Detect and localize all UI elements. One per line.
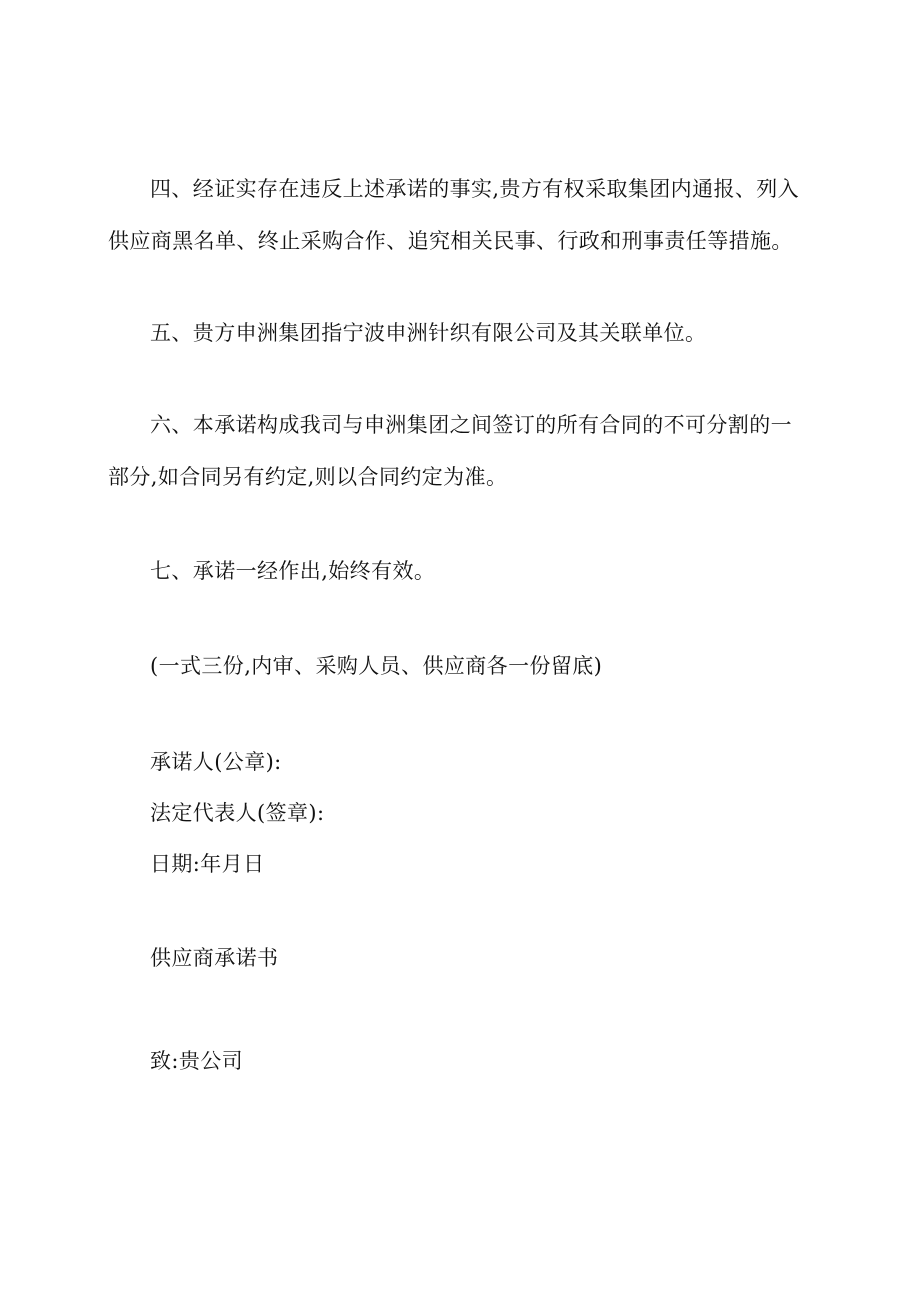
- legal-representative-label: 法定代表人(签章):: [150, 801, 325, 825]
- date-label: 日期:年月日: [150, 852, 265, 876]
- clause-7: 七、承诺一经作出,始终有效。: [150, 559, 436, 583]
- promisor-seal-label: 承诺人(公章):: [150, 750, 282, 774]
- clause-4-line-1: 四、经证实存在违反上述承诺的事实,贵方有权采取集团内通报、列入: [150, 177, 800, 201]
- clause-5: 五、贵方申洲集团指宁波申洲针织有限公司及其关联单位。: [150, 321, 707, 345]
- clause-4-line-2: 供应商黑名单、终止采购合作、追究相关民事、行政和刑事责任等措施。: [108, 229, 793, 253]
- copies-note: (一式三份,内审、采购人员、供应商各一份留底): [150, 654, 603, 678]
- document-title: 供应商承诺书: [150, 946, 279, 970]
- clause-6-line-1: 六、本承诺构成我司与申洲集团之间签订的所有合同的不可分割的一: [150, 413, 792, 437]
- addressee: 致:贵公司: [150, 1049, 244, 1073]
- clause-6-line-2: 部分,如合同另有约定,则以合同约定为准。: [108, 465, 508, 489]
